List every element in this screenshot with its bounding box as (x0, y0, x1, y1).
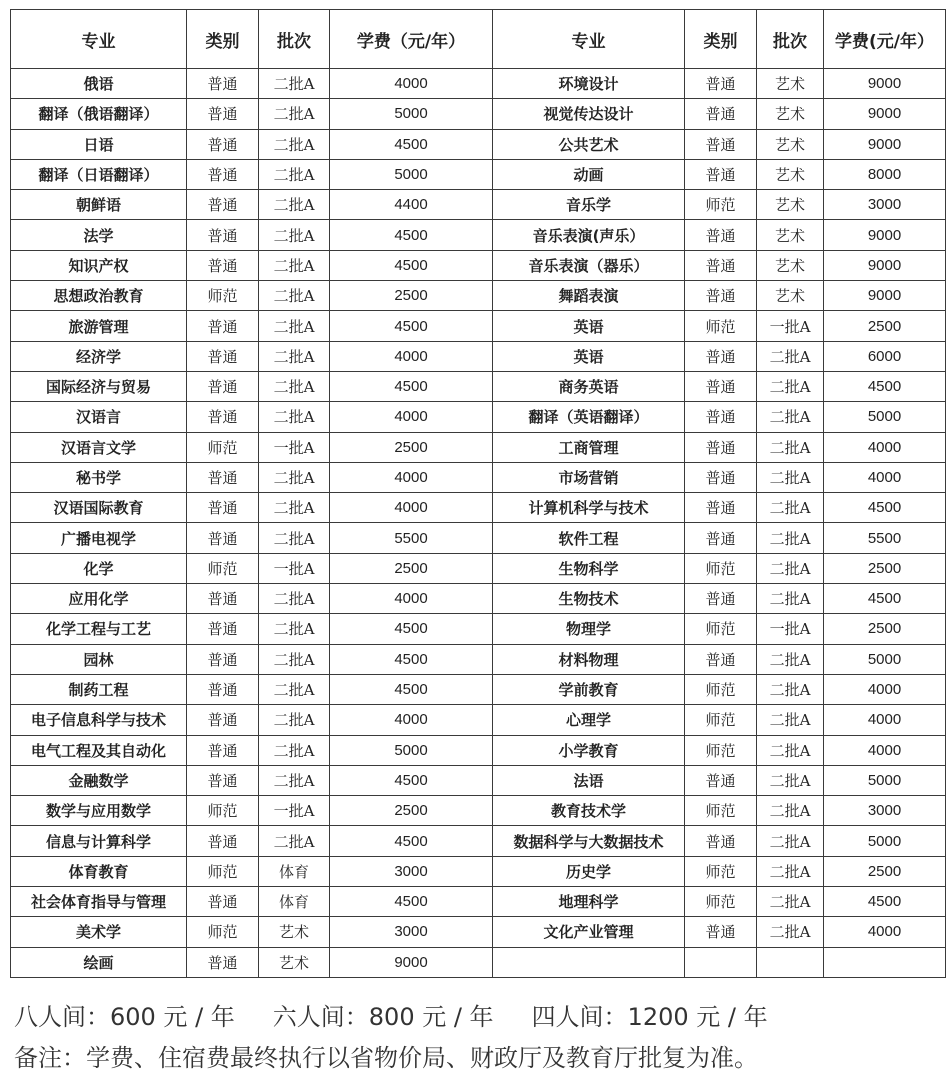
left-major-cell: 经济学 (11, 341, 187, 371)
table-header-row (11, 10, 946, 69)
right-major-cell: 商务英语 (493, 371, 685, 401)
left-fee-cell: 4000 (330, 584, 493, 614)
table-row (11, 159, 946, 189)
header-batch: 批次 (259, 10, 330, 69)
left-category-cell: 普通 (187, 947, 259, 977)
right-category-cell: 普通 (685, 523, 757, 553)
left-major-cell: 朝鲜语 (11, 190, 187, 220)
dorm-rate-6-person: 六人间：800 元 / 年 (272, 1003, 494, 1031)
right-major-cell: 物理学 (493, 614, 685, 644)
right-batch-cell: 二批A (757, 402, 824, 432)
table-row (11, 69, 946, 99)
right-batch-cell: 艺术 (757, 250, 824, 280)
left-category-cell: 普通 (187, 644, 259, 674)
left-category-cell: 普通 (187, 402, 259, 432)
left-batch-cell: 体育 (259, 856, 330, 886)
header-batch-right: 批次 (757, 10, 824, 69)
left-category-cell: 普通 (187, 99, 259, 129)
table-row (11, 735, 946, 765)
table-row (11, 281, 946, 311)
table-row (11, 432, 946, 462)
header-category-right: 类别 (685, 10, 757, 69)
table-row (11, 462, 946, 492)
right-category-cell: 普通 (685, 69, 757, 99)
right-fee-cell: 5000 (824, 826, 946, 856)
right-batch-cell: 艺术 (757, 129, 824, 159)
left-fee-cell: 5000 (330, 159, 493, 189)
right-fee-cell: 4500 (824, 887, 946, 917)
right-category-cell: 普通 (685, 99, 757, 129)
left-major-cell: 电气工程及其自动化 (11, 735, 187, 765)
right-fee-cell: 4000 (824, 674, 946, 704)
dorm-rate-8-person: 八人间：600 元 / 年 (14, 1003, 235, 1031)
right-major-cell: 动画 (493, 159, 685, 189)
right-batch-cell: 艺术 (757, 69, 824, 99)
left-batch-cell: 二批A (259, 402, 330, 432)
right-fee-cell: 2500 (824, 553, 946, 583)
left-category-cell: 师范 (187, 856, 259, 886)
right-category-cell: 师范 (685, 553, 757, 583)
right-category-cell: 普通 (685, 220, 757, 250)
table-row (11, 402, 946, 432)
table-row (11, 553, 946, 583)
right-category-cell: 普通 (685, 917, 757, 947)
right-batch-cell: 艺术 (757, 220, 824, 250)
right-batch-cell: 二批A (757, 917, 824, 947)
right-fee-cell: 5500 (824, 523, 946, 553)
table-row (11, 856, 946, 886)
right-fee-cell: 3000 (824, 190, 946, 220)
right-fee-cell: 5000 (824, 402, 946, 432)
right-major-cell: 学前教育 (493, 674, 685, 704)
right-category-cell: 普通 (685, 129, 757, 159)
right-category-cell: 师范 (685, 705, 757, 735)
table-row (11, 493, 946, 523)
right-fee-cell: 4000 (824, 917, 946, 947)
left-category-cell: 师范 (187, 432, 259, 462)
left-fee-cell: 4500 (330, 765, 493, 795)
right-major-cell: 生物科学 (493, 553, 685, 583)
right-batch-cell: 二批A (757, 371, 824, 401)
right-fee-cell: 4000 (824, 462, 946, 492)
tuition-fee-table (10, 9, 946, 978)
left-major-cell: 汉语言文学 (11, 432, 187, 462)
left-category-cell: 普通 (187, 674, 259, 704)
left-major-cell: 绘画 (11, 947, 187, 977)
left-batch-cell: 二批A (259, 341, 330, 371)
left-major-cell: 日语 (11, 129, 187, 159)
right-category-cell: 普通 (685, 462, 757, 492)
right-batch-cell: 二批A (757, 856, 824, 886)
right-batch-cell: 二批A (757, 674, 824, 704)
table-row (11, 584, 946, 614)
left-category-cell: 普通 (187, 462, 259, 492)
right-major-cell: 文化产业管理 (493, 917, 685, 947)
right-fee-cell: 5000 (824, 644, 946, 674)
left-fee-cell: 2500 (330, 281, 493, 311)
right-fee-cell (824, 947, 946, 977)
left-batch-cell: 一批A (259, 432, 330, 462)
right-major-cell: 小学教育 (493, 735, 685, 765)
table-row (11, 765, 946, 795)
right-batch-cell: 二批A (757, 765, 824, 795)
table-row (11, 947, 946, 977)
right-batch-cell: 艺术 (757, 159, 824, 189)
right-batch-cell: 二批A (757, 887, 824, 917)
left-batch-cell: 二批A (259, 523, 330, 553)
left-category-cell: 普通 (187, 341, 259, 371)
left-batch-cell: 一批A (259, 796, 330, 826)
right-major-cell: 法语 (493, 765, 685, 795)
left-major-cell: 汉语国际教育 (11, 493, 187, 523)
left-major-cell: 美术学 (11, 917, 187, 947)
right-fee-cell: 3000 (824, 796, 946, 826)
left-major-cell: 旅游管理 (11, 311, 187, 341)
right-category-cell: 普通 (685, 402, 757, 432)
left-major-cell: 金融数学 (11, 765, 187, 795)
right-fee-cell: 9000 (824, 281, 946, 311)
right-fee-cell: 9000 (824, 69, 946, 99)
right-major-cell: 公共艺术 (493, 129, 685, 159)
right-fee-cell: 9000 (824, 220, 946, 250)
left-fee-cell: 4500 (330, 250, 493, 280)
table-row (11, 250, 946, 280)
right-fee-cell: 9000 (824, 99, 946, 129)
right-major-cell: 翻译（英语翻译） (493, 402, 685, 432)
left-fee-cell: 4000 (330, 493, 493, 523)
right-fee-cell: 9000 (824, 250, 946, 280)
table-row (11, 99, 946, 129)
right-category-cell: 普通 (685, 159, 757, 189)
table-row (11, 887, 946, 917)
right-major-cell: 生物技术 (493, 584, 685, 614)
left-category-cell: 师范 (187, 281, 259, 311)
right-batch-cell: 二批A (757, 553, 824, 583)
right-batch-cell: 二批A (757, 523, 824, 553)
left-major-cell: 应用化学 (11, 584, 187, 614)
left-fee-cell: 4500 (330, 129, 493, 159)
right-batch-cell: 二批A (757, 493, 824, 523)
left-batch-cell: 二批A (259, 220, 330, 250)
right-major-cell: 工商管理 (493, 432, 685, 462)
left-category-cell: 师范 (187, 917, 259, 947)
table-row (11, 341, 946, 371)
table-row (11, 705, 946, 735)
left-major-cell: 电子信息科学与技术 (11, 705, 187, 735)
left-batch-cell: 二批A (259, 674, 330, 704)
table-row (11, 371, 946, 401)
left-batch-cell: 二批A (259, 190, 330, 220)
table-row (11, 311, 946, 341)
left-fee-cell: 4400 (330, 190, 493, 220)
right-fee-cell: 2500 (824, 311, 946, 341)
left-fee-cell: 4000 (330, 402, 493, 432)
left-fee-cell: 4500 (330, 826, 493, 856)
left-major-cell: 化学工程与工艺 (11, 614, 187, 644)
right-major-cell: 市场营销 (493, 462, 685, 492)
left-category-cell: 普通 (187, 826, 259, 856)
left-category-cell: 普通 (187, 614, 259, 644)
right-fee-cell: 5000 (824, 765, 946, 795)
left-batch-cell: 二批A (259, 735, 330, 765)
left-batch-cell: 二批A (259, 159, 330, 189)
right-batch-cell: 二批A (757, 735, 824, 765)
left-fee-cell: 5000 (330, 735, 493, 765)
right-batch-cell: 二批A (757, 462, 824, 492)
right-batch-cell: 二批A (757, 796, 824, 826)
right-major-cell: 英语 (493, 311, 685, 341)
right-major-cell: 环境设计 (493, 69, 685, 99)
right-fee-cell: 8000 (824, 159, 946, 189)
table-row (11, 917, 946, 947)
table-row (11, 523, 946, 553)
table-row (11, 190, 946, 220)
right-major-cell: 计算机科学与技术 (493, 493, 685, 523)
left-batch-cell: 二批A (259, 614, 330, 644)
left-major-cell: 翻译（日语翻译） (11, 159, 187, 189)
right-batch-cell: 二批A (757, 584, 824, 614)
right-category-cell: 师范 (685, 190, 757, 220)
left-fee-cell: 4000 (330, 69, 493, 99)
right-category-cell: 普通 (685, 765, 757, 795)
left-major-cell: 俄语 (11, 69, 187, 99)
table-row (11, 796, 946, 826)
left-fee-cell: 4500 (330, 887, 493, 917)
remark-note: 备注：学费、住宿费最终执行以省物价局、财政厅及教育厅批复为准。 (14, 1044, 758, 1072)
right-batch-cell: 艺术 (757, 190, 824, 220)
left-major-cell: 数学与应用数学 (11, 796, 187, 826)
left-fee-cell: 4500 (330, 644, 493, 674)
left-category-cell: 普通 (187, 765, 259, 795)
right-batch-cell: 艺术 (757, 281, 824, 311)
table-row (11, 674, 946, 704)
left-major-cell: 知识产权 (11, 250, 187, 280)
left-batch-cell: 二批A (259, 281, 330, 311)
right-category-cell: 普通 (685, 644, 757, 674)
right-major-cell: 音乐学 (493, 190, 685, 220)
left-fee-cell: 4000 (330, 705, 493, 735)
left-category-cell: 普通 (187, 220, 259, 250)
right-batch-cell: 二批A (757, 705, 824, 735)
right-category-cell: 师范 (685, 887, 757, 917)
right-fee-cell: 4000 (824, 432, 946, 462)
right-category-cell: 普通 (685, 826, 757, 856)
left-category-cell: 普通 (187, 190, 259, 220)
right-category-cell: 师范 (685, 856, 757, 886)
dorm-rate-4-person: 四人间：1200 元 / 年 (531, 1003, 768, 1031)
right-major-cell: 软件工程 (493, 523, 685, 553)
left-fee-cell: 4500 (330, 220, 493, 250)
left-fee-cell: 2500 (330, 796, 493, 826)
right-category-cell: 师范 (685, 735, 757, 765)
left-fee-cell: 4500 (330, 614, 493, 644)
left-category-cell: 师范 (187, 553, 259, 583)
right-category-cell: 师范 (685, 674, 757, 704)
right-fee-cell: 4000 (824, 735, 946, 765)
left-category-cell: 普通 (187, 129, 259, 159)
left-category-cell: 普通 (187, 735, 259, 765)
left-batch-cell: 二批A (259, 462, 330, 492)
left-batch-cell: 二批A (259, 129, 330, 159)
left-category-cell: 普通 (187, 493, 259, 523)
left-major-cell: 园林 (11, 644, 187, 674)
table-row (11, 826, 946, 856)
right-major-cell: 音乐表演(声乐） (493, 220, 685, 250)
right-major-cell (493, 947, 685, 977)
left-fee-cell: 3000 (330, 856, 493, 886)
right-category-cell: 师范 (685, 311, 757, 341)
right-category-cell: 师范 (685, 796, 757, 826)
left-major-cell: 翻译（俄语翻译） (11, 99, 187, 129)
right-major-cell: 音乐表演（器乐） (493, 250, 685, 280)
header-fee-right: 学费(元/年） (824, 10, 946, 69)
right-fee-cell: 4500 (824, 584, 946, 614)
left-fee-cell: 4500 (330, 311, 493, 341)
right-category-cell: 普通 (685, 493, 757, 523)
table-body (11, 69, 946, 978)
left-major-cell: 体育教育 (11, 856, 187, 886)
left-batch-cell: 二批A (259, 69, 330, 99)
left-category-cell: 普通 (187, 69, 259, 99)
left-batch-cell: 艺术 (259, 947, 330, 977)
right-category-cell (685, 947, 757, 977)
left-batch-cell: 二批A (259, 371, 330, 401)
left-batch-cell: 二批A (259, 99, 330, 129)
right-category-cell: 普通 (685, 281, 757, 311)
right-fee-cell: 4500 (824, 371, 946, 401)
left-batch-cell: 二批A (259, 311, 330, 341)
left-fee-cell: 9000 (330, 947, 493, 977)
left-category-cell: 普通 (187, 584, 259, 614)
left-category-cell: 师范 (187, 796, 259, 826)
left-batch-cell: 二批A (259, 250, 330, 280)
header-major: 专业 (11, 10, 187, 69)
left-batch-cell: 艺术 (259, 917, 330, 947)
left-category-cell: 普通 (187, 705, 259, 735)
right-fee-cell: 9000 (824, 129, 946, 159)
right-category-cell: 普通 (685, 250, 757, 280)
right-batch-cell: 二批A (757, 341, 824, 371)
left-major-cell: 化学 (11, 553, 187, 583)
left-major-cell: 秘书学 (11, 462, 187, 492)
table-row (11, 644, 946, 674)
right-major-cell: 材料物理 (493, 644, 685, 674)
right-major-cell: 地理科学 (493, 887, 685, 917)
right-fee-cell: 4500 (824, 493, 946, 523)
left-batch-cell: 二批A (259, 493, 330, 523)
left-batch-cell: 一批A (259, 553, 330, 583)
right-major-cell: 教育技术学 (493, 796, 685, 826)
left-fee-cell: 4500 (330, 371, 493, 401)
right-major-cell: 数据科学与大数据技术 (493, 826, 685, 856)
right-batch-cell: 一批A (757, 614, 824, 644)
table-row (11, 614, 946, 644)
left-fee-cell: 4000 (330, 462, 493, 492)
right-fee-cell: 2500 (824, 614, 946, 644)
right-category-cell: 普通 (685, 371, 757, 401)
right-category-cell: 普通 (685, 432, 757, 462)
right-major-cell: 舞蹈表演 (493, 281, 685, 311)
left-batch-cell: 体育 (259, 887, 330, 917)
left-batch-cell: 二批A (259, 584, 330, 614)
table-row (11, 129, 946, 159)
right-batch-cell: 一批A (757, 311, 824, 341)
left-major-cell: 信息与计算科学 (11, 826, 187, 856)
right-category-cell: 师范 (685, 614, 757, 644)
left-batch-cell: 二批A (259, 826, 330, 856)
header-fee: 学费（元/年） (330, 10, 493, 69)
left-batch-cell: 二批A (259, 644, 330, 674)
header-category: 类别 (187, 10, 259, 69)
right-category-cell: 普通 (685, 341, 757, 371)
dorm-fee-line (14, 997, 939, 1032)
right-fee-cell: 2500 (824, 856, 946, 886)
left-fee-cell: 5500 (330, 523, 493, 553)
left-major-cell: 法学 (11, 220, 187, 250)
left-batch-cell: 二批A (259, 765, 330, 795)
left-fee-cell: 4500 (330, 674, 493, 704)
left-major-cell: 国际经济与贸易 (11, 371, 187, 401)
left-category-cell: 普通 (187, 887, 259, 917)
right-major-cell: 心理学 (493, 705, 685, 735)
right-batch-cell (757, 947, 824, 977)
left-category-cell: 普通 (187, 523, 259, 553)
left-category-cell: 普通 (187, 311, 259, 341)
right-major-cell: 英语 (493, 341, 685, 371)
left-major-cell: 思想政治教育 (11, 281, 187, 311)
left-major-cell: 汉语言 (11, 402, 187, 432)
left-fee-cell: 2500 (330, 432, 493, 462)
right-major-cell: 视觉传达设计 (493, 99, 685, 129)
header-major-right: 专业 (493, 10, 685, 69)
right-batch-cell: 二批A (757, 432, 824, 462)
left-fee-cell: 3000 (330, 917, 493, 947)
table-row (11, 220, 946, 250)
right-category-cell: 普通 (685, 584, 757, 614)
left-category-cell: 普通 (187, 159, 259, 189)
left-major-cell: 社会体育指导与管理 (11, 887, 187, 917)
right-batch-cell: 艺术 (757, 99, 824, 129)
left-major-cell: 制药工程 (11, 674, 187, 704)
left-category-cell: 普通 (187, 250, 259, 280)
left-fee-cell: 2500 (330, 553, 493, 583)
right-major-cell: 历史学 (493, 856, 685, 886)
right-fee-cell: 6000 (824, 341, 946, 371)
right-batch-cell: 二批A (757, 826, 824, 856)
left-fee-cell: 5000 (330, 99, 493, 129)
left-batch-cell: 二批A (259, 705, 330, 735)
right-fee-cell: 4000 (824, 705, 946, 735)
left-category-cell: 普通 (187, 371, 259, 401)
right-batch-cell: 二批A (757, 644, 824, 674)
left-major-cell: 广播电视学 (11, 523, 187, 553)
left-fee-cell: 4000 (330, 341, 493, 371)
